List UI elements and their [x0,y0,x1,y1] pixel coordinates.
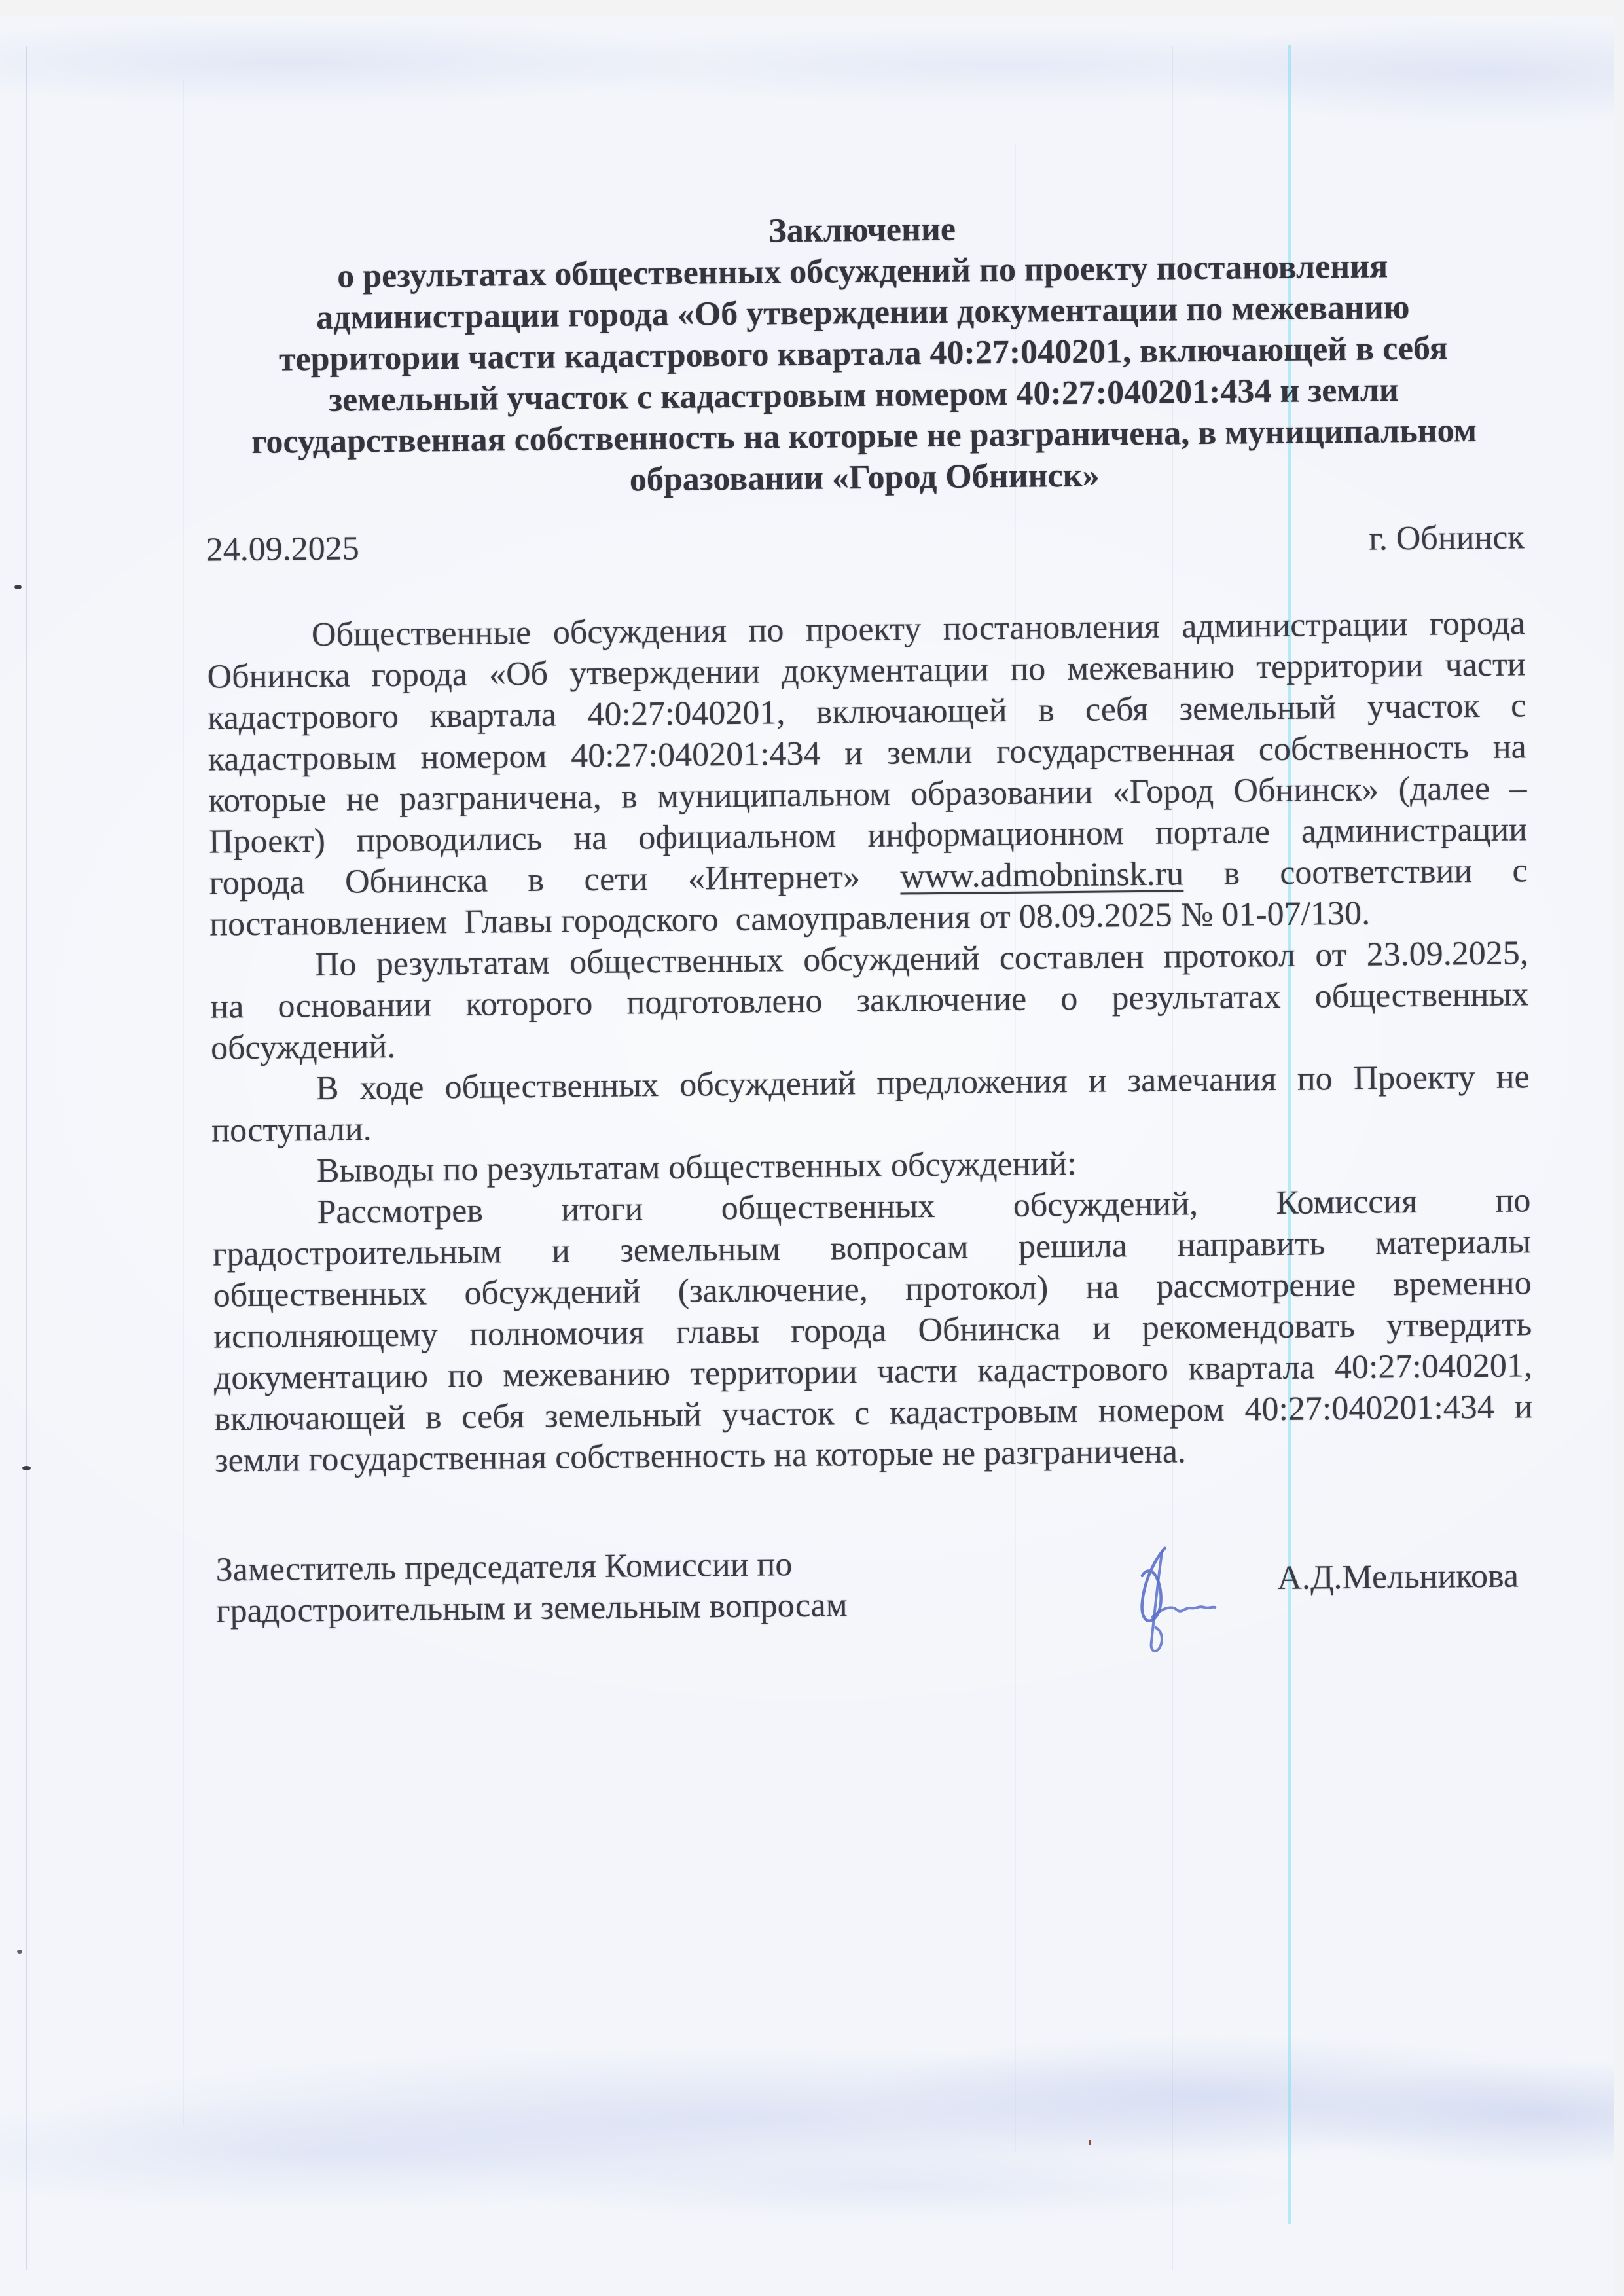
title-line: земельный участок с кадастровым номером 40:27:040201:434 и земли [328,371,1399,419]
title-line: территории части кадастрового квартала 40:27:040201, включающей в себя [278,329,1449,378]
title-line: Заключение [768,210,956,250]
paragraphs [207,602,1534,1481]
text-segment: Выводы по результатам общественных обсуждений: [316,1144,1077,1190]
title-line: администрации города «Об утверждении документации по межеванию [316,289,1410,337]
text-segment: города Обнинска в сети «Интернет» [209,858,901,902]
signer-role-line: градостроительным и земельным вопросам [216,1586,848,1630]
text-segment: кадастрового квартала 40:27:040201, включающей в себя земельный участок с [207,687,1526,737]
scan-edge-right [1614,0,1624,2296]
scan-speck-2 [22,1466,31,1470]
text-segment: Обнинска города «Об утверждении документации по межеванию территории части [207,646,1526,696]
text-segment: включающей в себя земельный участок с кадастровым номером 40:27:040201:434 и [214,1388,1533,1438]
text-segment: В ходе общественных обсуждений предложения и замечания по Проекту не [316,1058,1530,1108]
title-line: о результатах общественных обсуждений по проекту постановления [336,247,1388,295]
scan-speck-1 [14,585,22,589]
handwritten-signature [1123,1542,1229,1662]
text-segment: градостроительным и земельным вопросам решила направить материалы [212,1223,1532,1273]
url-text: www.admobninsk.ru [900,855,1184,896]
document-content [203,190,1535,1631]
text-segment: которые не разграничена, в муниципальном образовании «Город Обнинск» (далее – [208,769,1527,820]
text-segment: По результатам общественных обсуждений составлен протокол от 23.09.2025, [314,934,1529,984]
scan-speck-red [1089,2140,1091,2145]
text-segment: Проект) проводились на официальном информационном портале администрации [208,811,1528,861]
text-segment: в соответствии с [1183,852,1528,893]
signature-block [215,1537,1534,1631]
signer-role-line: Заместитель председателя Комиссии по [215,1546,793,1589]
text-segment: на основании которого подготовлено заключение о результатах общественных [210,975,1529,1026]
text-segment: земли государственная собственность на которые не разграничена. [214,1432,1187,1480]
text-segment: общественных обсуждений (заключение, протокол) на рассмотрение временно [213,1264,1532,1315]
text-segment: обсуждений. [210,1027,396,1067]
text-segment: кадастровым номером 40:27:040201:434 и земли государственная собственность на [208,728,1527,778]
text-segment: исполняющему полномочия главы города Обнинска и рекомендовать утвердить [213,1305,1532,1356]
title-line: образовании «Город Обнинск» [629,456,1100,499]
scanner-streak-left-rule [26,46,27,2270]
text-segment: документацию по межеванию территории части кадастрового квартала 40:27:040201, [213,1347,1533,1397]
text-segment: Рассмотрев итоги общественных обсуждений, Комиссия по [317,1182,1531,1231]
title-line: государственная собственность на которые не разграничена, в муниципальном [251,412,1477,462]
document-title [203,203,1524,504]
document-date: 24.09.2025 [206,530,360,569]
date-place-row [206,517,1525,570]
scanner-streak-gray-3 [183,79,184,2126]
document-place: г. Обнинск [1369,519,1525,558]
scan-edge-top [0,0,1624,16]
signer-name: А.Д.Мельникова [1277,1557,1519,1597]
text-segment: Общественные обсуждения по проекту постановления администрации города [311,604,1526,654]
scan-speck-3 [17,1950,22,1954]
text-segment: постановлением Главы городского самоуправления от 08.09.2025 № 01-07/130. [209,894,1371,943]
text-segment: поступали. [211,1110,372,1150]
